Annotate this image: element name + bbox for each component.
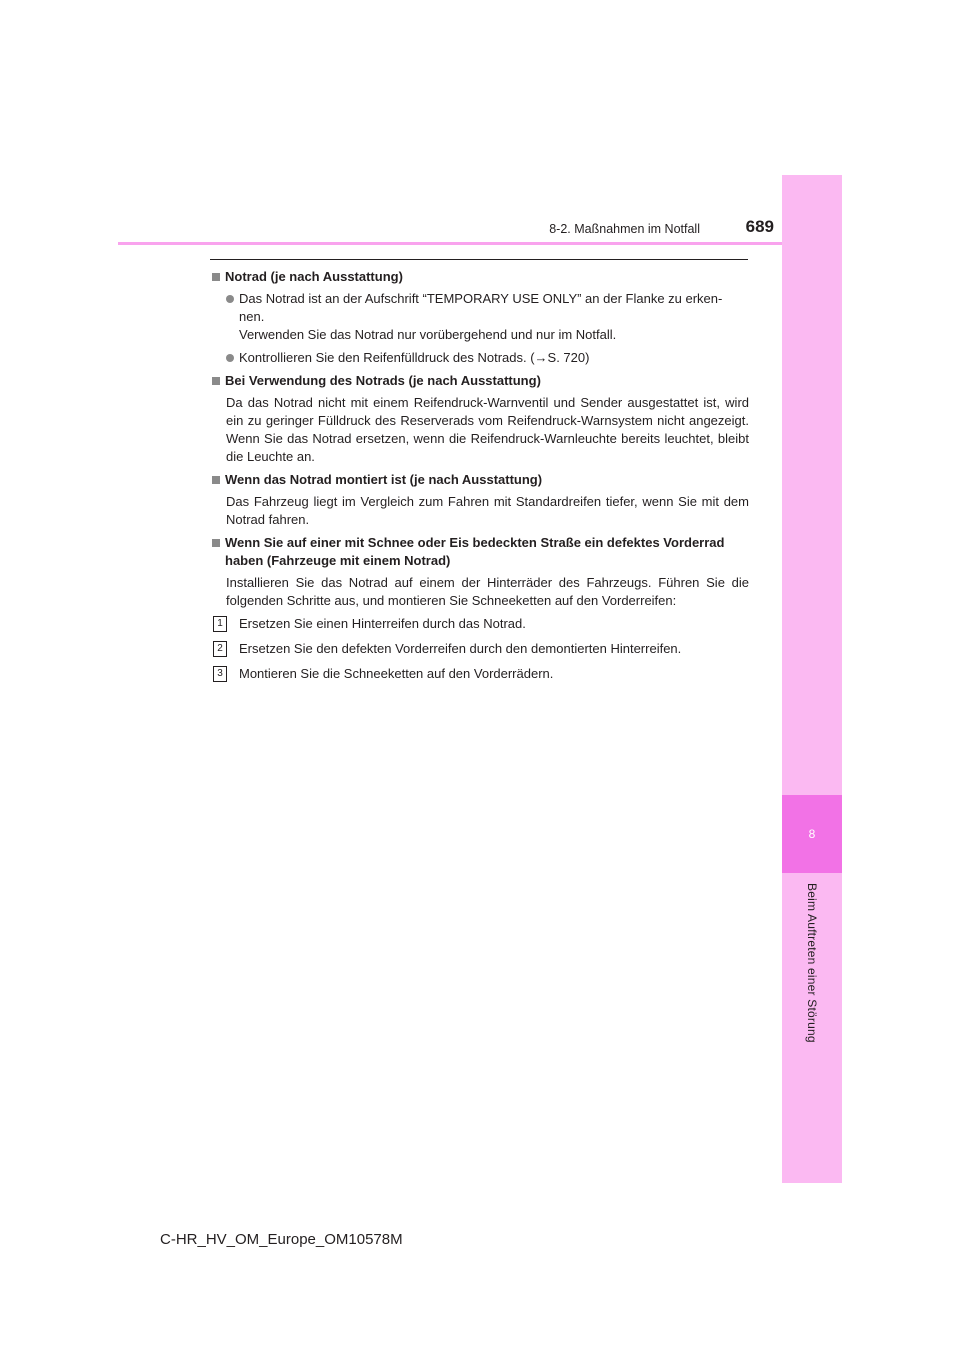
step-item [211, 615, 749, 633]
paragraph: Installieren Sie das Notrad auf einem der Hinterräder des Fahrzeugs. Führen Sie die folgenden Schritte aus, und montieren Sie Schneeketten auf den Vorderreifen: [226, 575, 749, 608]
bullet-item [211, 349, 749, 367]
footer-doc-id: C-HR_HV_OM_Europe_OM10578M [160, 1231, 403, 1248]
heading-text: haben (Fahrzeuge mit einem Notrad) [225, 553, 451, 568]
heading-notrad [211, 268, 749, 286]
bullet-dot-icon [226, 354, 234, 362]
heading-text: Notrad (je nach Ausstattung) [225, 269, 403, 284]
heading-verwendung [211, 372, 749, 390]
chapter-title-box [782, 883, 842, 1123]
step-number: 3 [213, 666, 227, 682]
paragraph: Da das Notrad nicht mit einem Reifendruck-Warnventil und Sender ausgestattet ist, wird ein zu geringer Fülldruck des Reserverads vom Reifendruck-Warnsystem nicht angezeigt. Wenn Sie das Notrad ersetzen, wenn die Reifendruck-Warnleuchte bereits leuchtet, bleibt die Leuchte an. [226, 395, 749, 464]
step-item [211, 665, 749, 683]
chapter-number-badge [782, 795, 842, 873]
page-number: 689 [745, 217, 774, 236]
bullet-line: nen. [239, 309, 265, 324]
step-text: Ersetzen Sie den defekten Vorderreifen durch den demontierten Hinterreifen. [239, 641, 682, 656]
chapter-side-tab [782, 175, 842, 1183]
heading-text: Wenn das Notrad montiert ist (je nach Ausstattung) [225, 472, 543, 487]
section-title: 8-2. Maßnahmen im Notfall [549, 222, 700, 236]
header-divider [118, 242, 840, 245]
bullet-line: Verwenden Sie das Notrad nur vorübergehend und nur im Notfall. [239, 327, 617, 342]
chapter-number: 8 [808, 827, 816, 841]
step-text: Ersetzen Sie einen Hinterreifen durch das Notrad. [239, 616, 526, 631]
heading-text: Bei Verwendung des Notrads (je nach Ausstattung) [225, 373, 541, 388]
heading-schnee [211, 534, 749, 570]
step-text: Montieren Sie die Schneeketten auf den Vorderrädern. [239, 666, 554, 681]
chapter-title: Beim Auftreten einer Störung [805, 883, 819, 1043]
heading-montiert [211, 471, 749, 489]
page-content [211, 268, 749, 690]
bullet-line: Das Notrad ist an der Aufschrift “TEMPORARY USE ONLY” an der Flanke zu erken- [239, 291, 723, 306]
step-number: 1 [213, 616, 227, 632]
bullet-item [211, 290, 749, 344]
step-item [211, 640, 749, 658]
bullet-text: Kontrollieren Sie den Reifenfülldruck des Notrads. (→S. 720) [239, 350, 590, 365]
content-top-rule [210, 259, 748, 260]
paragraph: Das Fahrzeug liegt im Vergleich zum Fahren mit Standardreifen tiefer, wenn Sie mit dem Notrad fahren. [226, 494, 749, 527]
step-number: 2 [213, 641, 227, 657]
heading-text: Wenn Sie auf einer mit Schnee oder Eis bedeckten Straße ein defektes Vorderrad [225, 535, 725, 550]
bullet-dot-icon [226, 295, 234, 303]
